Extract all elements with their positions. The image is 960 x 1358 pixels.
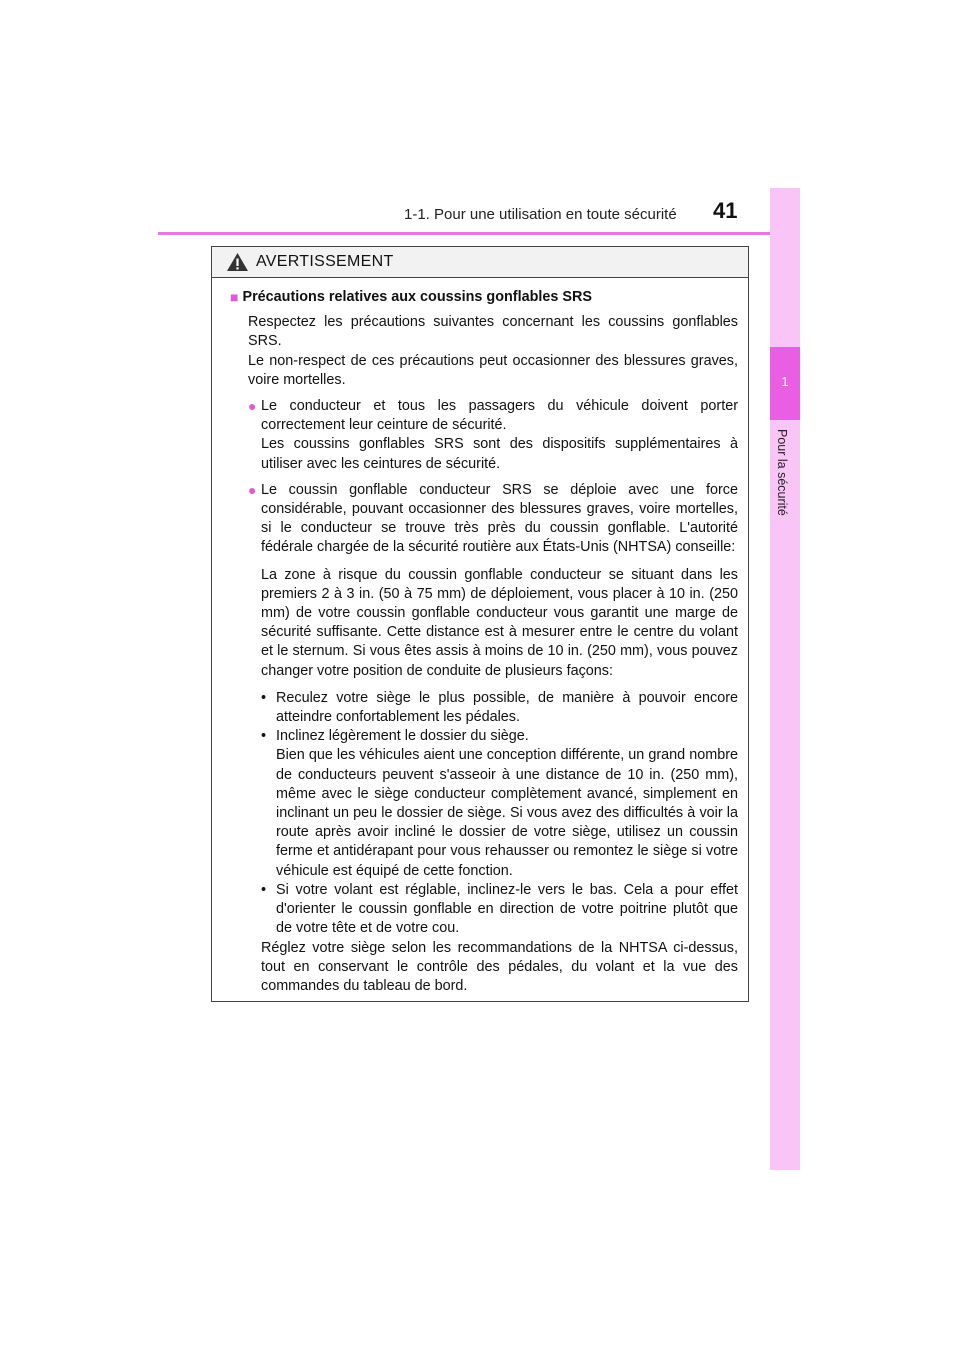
warning-body <box>248 313 738 996</box>
list-item <box>261 689 738 727</box>
section-heading-text: Précautions relatives aux coussins gonflables SRS <box>242 289 592 305</box>
dash-item-3-text: Si votre volant est réglable, inclinez-le vers le bas. Cela a pour effet d'orienter le coussin gonflable en direction de votre poitrine plutôt que de votre tête et de votre cou. <box>276 881 738 937</box>
square-bullet-icon: ■ <box>230 289 239 305</box>
chapter-title: Pour la sécurité <box>775 429 789 516</box>
list-item <box>261 727 738 881</box>
round-bullet-icon: ● <box>248 398 257 415</box>
dash-bullet: • <box>261 728 267 745</box>
bullet-1-text: Le conducteur et tous les passagers du véhicule doivent porter correctement leur ceinture de sécurité. <box>261 398 738 434</box>
warning-header <box>212 247 748 278</box>
list-item <box>248 481 738 558</box>
dash-item-2-text: Inclinez légèrement le dossier du siège. <box>276 728 529 745</box>
bullet-1-text-2: Les coussins gonflables SRS sont des dispositifs supplémentaires à utiliser avec les ceintures de sécurité. <box>261 436 738 472</box>
chapter-side-tab <box>770 188 800 1170</box>
header-section-title: 1-1. Pour une utilisation en toute sécurité <box>404 206 677 223</box>
chapter-number: 1 <box>781 374 789 389</box>
dash-bullet: • <box>261 689 267 706</box>
intro-paragraph-2: Le non-respect de ces précautions peut occasionner des blessures graves, voire mortelles. <box>248 352 738 388</box>
warning-title: AVERTISSEMENT <box>256 253 394 270</box>
section-heading <box>230 288 738 307</box>
dash-list <box>261 689 738 939</box>
dash-item-1-text: Reculez votre siège le plus possible, de manière à pouvoir encore atteindre confortablement les pédales. <box>276 689 738 726</box>
dash-bullet: • <box>261 881 267 898</box>
warning-triangle-icon <box>226 252 249 272</box>
dash-item-2-extra: Bien que les véhicules aient une conception différente, un grand nombre de conducteurs peuvent s'asseoir à une distance de 10 in. (250 mm), même avec le siège conducteur complètement avancé, simplement en inclinant un peu le dossier de siège. Si vous avez des difficultés à voir la route après avoir incliné le dossier de votre siège, utilisez un coussin ferme et antidérapant pour vous rehausser ou remontez le siège si votre véhicule est équipé de cette fonction. <box>276 747 738 879</box>
closing-paragraph: Réglez votre siège selon les recommandations de la NHTSA ci-dessus, tout en conservant le contrôle des pédales, du volant et la vue des commandes du tableau de bord. <box>261 939 738 994</box>
warning-box <box>211 246 749 1002</box>
intro-paragraph-1: Respectez les précautions suivantes concernant les coussins gonflables SRS. <box>248 314 738 350</box>
warning-content <box>212 278 748 996</box>
round-bullet-icon: ● <box>248 481 257 498</box>
header-rule <box>158 232 800 235</box>
zone-paragraph: La zone à risque du coussin gonflable conducteur se situant dans les premiers 2 à 3 in. (50 à 75 mm) de déploiement, vous placer à 10 in. (250 mm) de votre coussin gonflable conducteur vous garantit une marge de sécurité suffisante. Cette distance est à mesurer entre le centre du volant et le sternum. Si vous êtes assis à moins de 10 in. (250 mm), vous pouvez changer votre position de conduite de plusieurs façons: <box>261 566 738 679</box>
list-item <box>248 397 738 474</box>
page-number: 41 <box>713 198 738 223</box>
list-item <box>261 881 738 939</box>
bullet-2-text: Le coussin gonflable conducteur SRS se déploie avec une force considérable, pouvant occasionner des blessures graves, voire mortelles, si le conducteur se trouve très près du coussin gonflable. L'autorité fédérale chargée de la sécurité routière aux États-Unis (NHTSA) conseille: <box>261 481 738 556</box>
